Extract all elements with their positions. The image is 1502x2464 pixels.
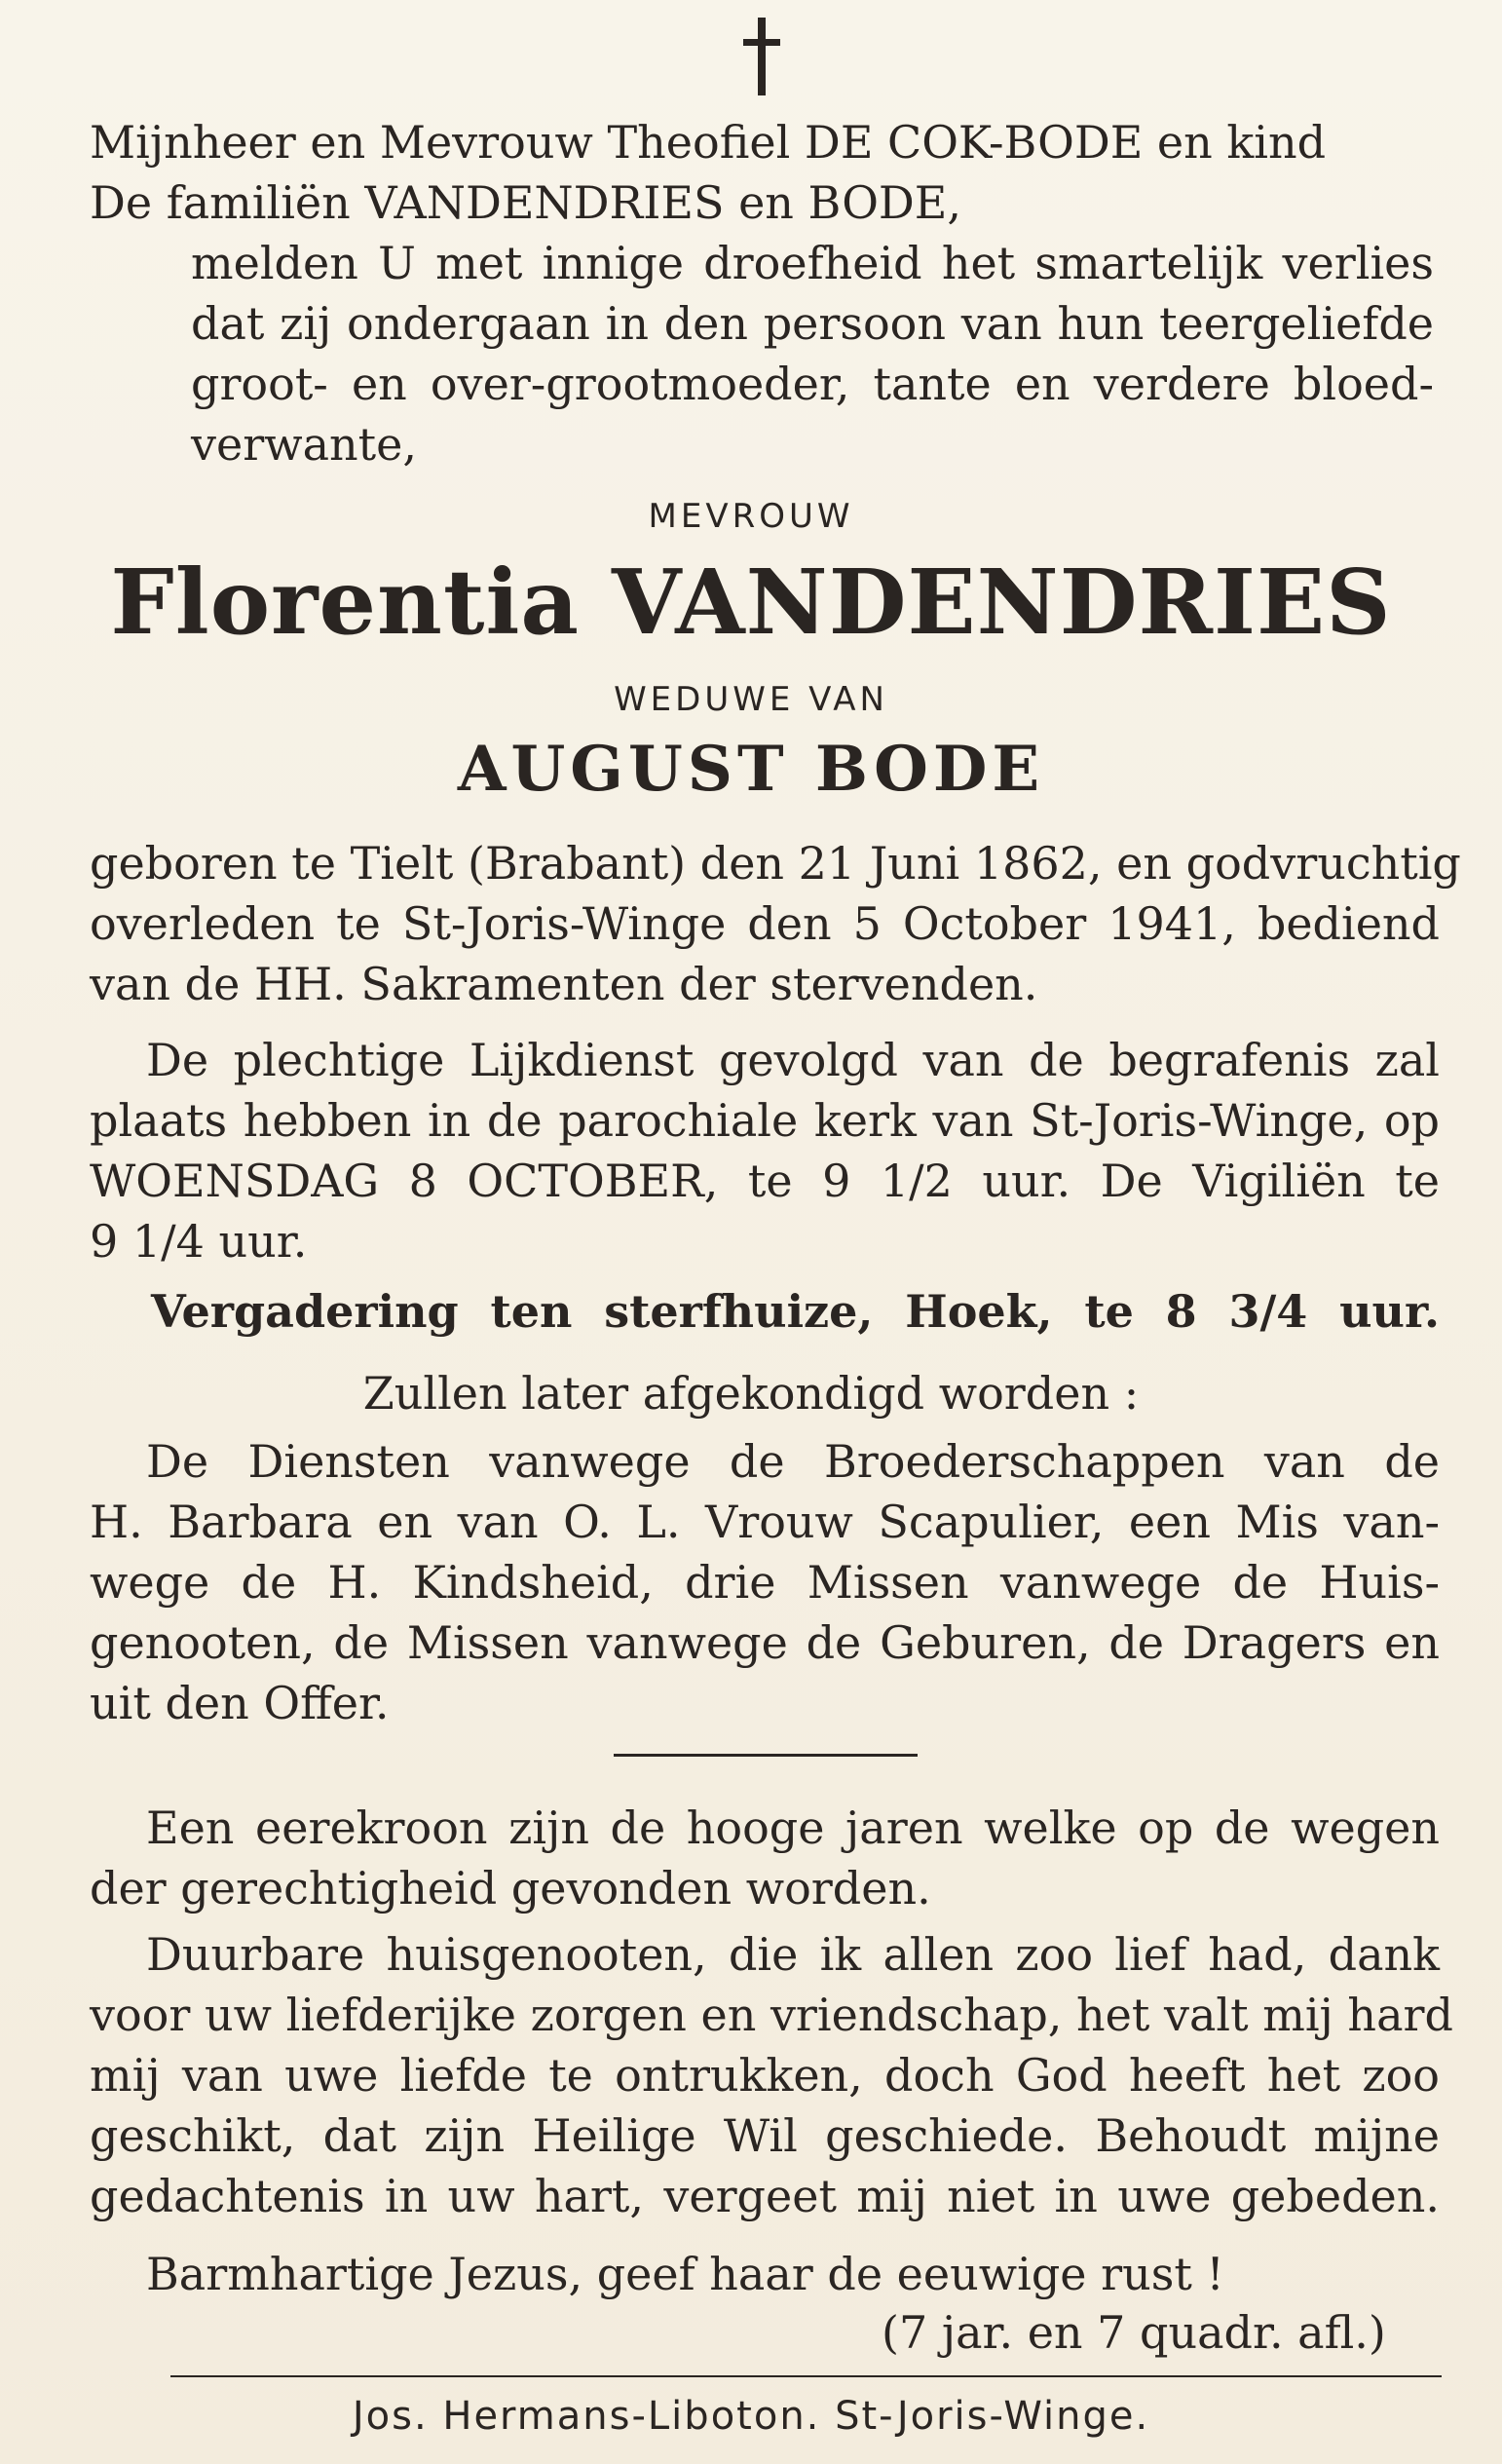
funeral-line-4: 9 1/4 uur. [90,1215,308,1268]
husband-name: AUGUST BODE [457,733,1045,806]
printer-credit: Jos. Hermans-Liboton. St-Joris-Winge. [352,2394,1150,2439]
gathering-line: Vergadering ten sterfhuize, Hoek, te 8 3/4 uur. [151,1285,1440,1338]
indulgence-line: (7 jar. en 7 quadr. afl.) [882,2306,1386,2359]
header-line-2: De familiën VANDENDRIES en BODE, [90,176,962,229]
cross-icon [743,18,780,95]
services-line-2: H. Barbara en van O. L. Vrouw Scapulier, een Mis van- [90,1496,1440,1548]
funeral-line-1: De plechtige Lijkdienst gevolgd van de begrafenis zal [146,1034,1440,1086]
announce-line-4: verwante, [191,418,417,471]
widow-of-label: WEDUWE VAN [614,680,888,719]
birth-death-line-3: van de HH. Sakramenten der stervenden. [90,958,1038,1010]
announce-line-1: melden U met innige droefheid het smartelijk verlies [191,237,1434,289]
verse1-line-1: Een eerekroon zijn de hooge jaren welke op de wegen [146,1801,1440,1854]
services-line-4: genooten, de Missen vanwege de Geburen, de Dragers en [90,1616,1440,1669]
announce-line-2: dat zij ondergaan in den persoon van hun teergeliefde [191,297,1434,350]
services-line-5: uit den Offer. [90,1677,390,1729]
services-line-1: De Diensten vanwege de Broederschappen van de [146,1435,1440,1488]
birth-death-line-1: geboren te Tielt (Brabant) den 21 Juni 1862, en godvruchtig [90,837,1461,890]
verse2-line-3: mij van uwe liefde te ontrukken, doch God heeft het zoo [90,2049,1440,2102]
deceased-name: Florentia VANDENDRIES [110,550,1392,655]
divider-rule [614,1754,918,1757]
announce-line-3: groot- en over-grootmoeder, tante en verdere bloed- [191,358,1434,410]
deceased-title: MEVROUW [648,497,854,536]
prayer-line: Barmhartige Jezus, geef haar de eeuwige rust ! [146,2248,1224,2300]
funeral-line-2: plaats hebben in de parochiale kerk van St-Joris-Winge, op [90,1094,1440,1147]
services-line-3: wege de H. Kindsheid, drie Missen vanwege de Huis- [90,1556,1440,1609]
footer-rule [170,2375,1442,2377]
verse2-line-2: voor uw liefderijke zorgen en vriendschap, het valt mij hard [90,1989,1453,2041]
header-line-1: Mijnheer en Mevrouw Theofiel DE COK-BODE en kind [90,116,1327,169]
funeral-line-3: WOENSDAG 8 OCTOBER, te 9 1/2 uur. De Vigiliën te [90,1155,1440,1207]
birth-death-line-2: overleden te St-Joris-Winge den 5 October 1941, bediend [90,897,1440,950]
later-heading: Zullen later afgekondigd worden : [362,1367,1140,1420]
verse2-line-5: gedachtenis in uw hart, vergeet mij niet in uwe gebeden. [90,2170,1440,2222]
verse1-line-2: der gerechtigheid gevonden worden. [90,1862,931,1914]
verse2-line-1: Duurbare huisgenooten, die ik allen zoo lief had, dank [146,1928,1440,1981]
verse2-line-4: geschikt, dat zijn Heilige Wil geschiede. Behoudt mijne [90,2109,1440,2162]
